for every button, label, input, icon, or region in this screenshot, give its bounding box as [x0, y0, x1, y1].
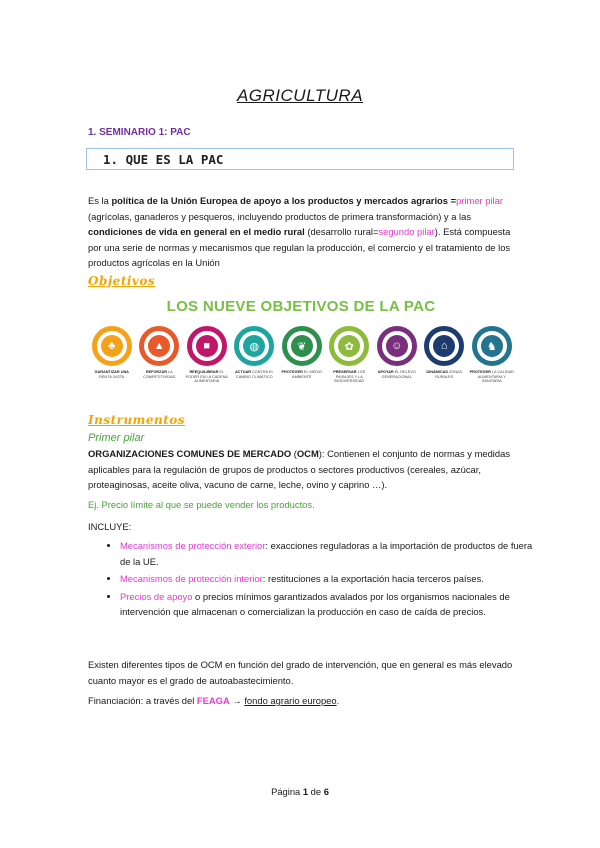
- arrow-icon: →: [229, 695, 245, 706]
- objective-item: [373, 326, 421, 384]
- objective-caption-bold: APOYAR: [377, 370, 394, 374]
- objective-caption-text: EL PODER EN LA CADENA ALIMENTARIA: [185, 370, 228, 384]
- objective-caption: [326, 370, 372, 384]
- ocm-types-paragraph: Existen diferentes tipos de OCM en función del grado de intervención, que en general es más elevado cuanto mayor es el grado de autoabastecimiento.: [88, 659, 513, 686]
- objective-ring: [329, 326, 369, 366]
- primer-pilar-heading: Primer pilar: [88, 432, 145, 444]
- nine-objectives-graphic: [86, 296, 516, 414]
- objective-caption: [469, 370, 515, 384]
- footer-label: de: [308, 786, 324, 797]
- list-item-description: o precios mínimos garantizados avalados por los organismos nacionales de intervención que almacenan o comercializan la producción en caso de caída de precios.: [120, 590, 510, 617]
- document-title: AGRICULTURA: [236, 86, 364, 105]
- objective-caption: [279, 370, 325, 379]
- objective-item: [231, 326, 279, 384]
- objective-ring: [92, 326, 132, 366]
- fondo-agrario-link: fondo agrario europeo: [244, 695, 337, 706]
- incluye-label: INCLUYE:: [88, 521, 132, 532]
- objective-caption-text: LA CALIDAD ALIMENTARIA Y SANITARIA: [477, 370, 514, 384]
- intro-bold-politica: política de la Unión Europea de apoyo a los productos y mercados agrarios: [111, 195, 448, 206]
- objective-caption-text: EL RELEVO GENERACIONAL: [381, 370, 416, 379]
- intro-text: Es la: [88, 195, 112, 206]
- butterfly-icon: ✿: [338, 335, 360, 357]
- objective-ring: [472, 326, 512, 366]
- objective-caption: [421, 370, 467, 379]
- list-item-term: Precios de apoyo: [120, 590, 193, 602]
- objective-caption-bold: ACTUAR: [234, 370, 251, 374]
- list-item-term: Mecanismos de protección exterior: [120, 540, 266, 551]
- total-pages: 6: [323, 786, 329, 797]
- objective-caption-bold: REFORZAR: [145, 370, 167, 374]
- instrumentos-heading: Instrumentos: [88, 413, 186, 427]
- objective-ring: [187, 326, 227, 366]
- section-heading-box: 1. QUE ES LA PAC: [86, 148, 514, 170]
- intro-text: ). Está compuesta por una serie de normas y mecanismos que regulan la producción, el comercio y el tratamiento de los productos agrícolas en la Unión: [88, 226, 511, 268]
- footer-label: Página: [271, 786, 303, 797]
- objective-caption-bold: GARANTIZAR UNA: [94, 370, 129, 374]
- ocm-text: ): Contienen el conjunto de normas y medidas aplicables para la regulación de grupos de productos o sectores productivos (cereales, azúcar, proteaginosas, aceite oliva, vacuno de carne, leche, ovino y caprino …).: [88, 448, 511, 490]
- objective-caption-bold: REEQUILIBRAR: [189, 370, 219, 374]
- objective-caption-text: LOS PAISAJES Y LA BIODIVERSIDAD: [334, 370, 366, 384]
- globe-icon: ◍: [243, 335, 265, 357]
- objetivos-heading: Objetivos: [88, 274, 156, 288]
- primer-pilar-label: primer pilar: [456, 195, 503, 206]
- objective-item: [421, 326, 469, 384]
- objective-caption: [89, 370, 135, 379]
- objective-ring: [139, 326, 179, 366]
- objective-caption: [184, 370, 230, 384]
- list-item: [120, 589, 540, 620]
- objective-caption: [374, 370, 420, 379]
- ocm-acronym: OCM: [296, 448, 319, 459]
- objective-item: [183, 326, 231, 384]
- list-item-description: : restituciones a la exportación hacia terceros países.: [262, 573, 484, 584]
- segundo-pilar-label: segundo pilar: [378, 226, 435, 237]
- graphic-title: LOS NUEVE OBJETIVOS DE LA PAC: [166, 298, 436, 315]
- ocm-bold-title: ORGANIZACIONES COMUNES DE MERCADO: [88, 448, 292, 459]
- objective-ring: [234, 326, 274, 366]
- objective-item: [278, 326, 326, 384]
- list-item-description: : exacciones reguladoras a la importación de productos de fuera de la UE.: [120, 540, 533, 567]
- objective-caption-bold: DINÁMICAS: [426, 370, 448, 374]
- financing-text: .: [336, 695, 340, 706]
- objective-ring: [282, 326, 322, 366]
- objective-item: [468, 326, 516, 384]
- intro-text: (agrícolas, ganaderos y pesqueros, incluyendo productos de primera transformación) y a las: [88, 210, 472, 222]
- objective-caption-bold: PRESERVAR: [333, 370, 357, 374]
- objective-caption-bold: PROTEGER: [469, 370, 491, 374]
- example-text: Ej. Precio límite al que se puede vender los productos.: [88, 499, 315, 510]
- list-item-term: Mecanismos de protección interior: [120, 573, 263, 584]
- current-page: 1: [302, 786, 309, 797]
- objective-caption-text: LA COMPETITIVIDAD: [143, 370, 176, 379]
- young-farmer-icon: ☺: [386, 335, 408, 357]
- intro-equals: =: [448, 195, 457, 206]
- intro-text: (desarrollo rural=: [304, 226, 379, 237]
- list-item: [120, 538, 540, 569]
- village-icon: ⌂: [433, 335, 455, 357]
- incluye-list: [100, 538, 540, 622]
- cow-icon: ♞: [481, 335, 503, 357]
- farmer-icon: ♣: [101, 335, 123, 357]
- seminar-heading: 1. SEMINARIO 1: PAC: [88, 127, 191, 138]
- objective-caption: [136, 370, 182, 379]
- objective-item: [88, 326, 136, 384]
- financing-text: Financiación: a través del: [88, 695, 197, 706]
- ocm-text: (: [291, 448, 297, 459]
- intro-bold-condiciones: condiciones de vida en general en el medio rural: [88, 226, 305, 237]
- feaga-label: FEAGA: [196, 695, 230, 706]
- ocm-paragraph: [88, 446, 518, 493]
- rocket-icon: ▲: [148, 335, 170, 357]
- objective-item: [326, 326, 374, 384]
- page-footer: [0, 786, 600, 797]
- intro-paragraph: [88, 193, 518, 271]
- basket-icon: ■: [196, 335, 218, 357]
- objective-caption-text: CONTRA EL CAMBIO CLIMÁTICO: [235, 370, 274, 379]
- objective-item: [136, 326, 184, 384]
- objective-caption: [231, 370, 277, 379]
- objective-caption-text: ZONAS RURALES: [435, 370, 463, 379]
- objective-caption-text: RENTA JUSTA: [99, 374, 125, 379]
- list-item: [120, 571, 540, 587]
- financing-paragraph: [88, 693, 518, 709]
- objective-ring: [424, 326, 464, 366]
- objectives-row: [88, 326, 516, 384]
- objective-ring: [377, 326, 417, 366]
- objective-caption-bold: PROTEGER: [281, 370, 303, 374]
- objective-caption-text: EL MEDIO AMBIENTE: [292, 370, 322, 379]
- leaf-icon: ❦: [291, 335, 313, 357]
